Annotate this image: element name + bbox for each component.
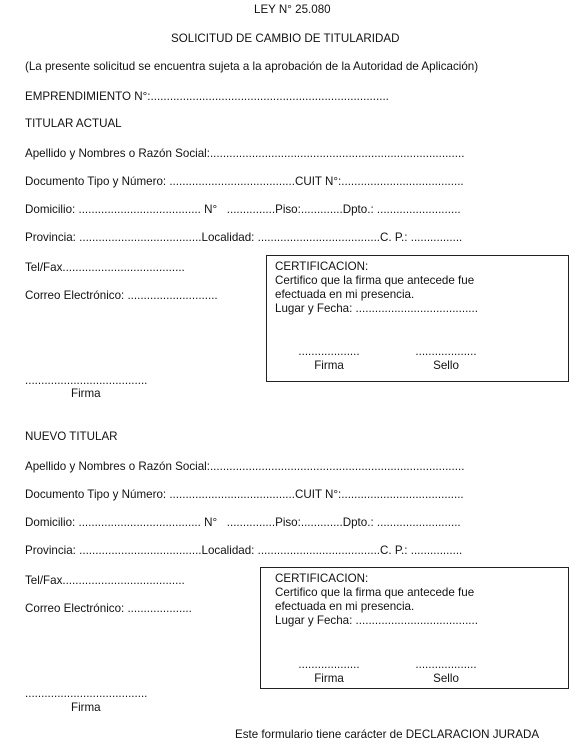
signature-label-nuevo: Firma [71,701,101,714]
field-nombre-actual: Apellido y Nombres o Razón Social:............................................................................... [25,147,465,160]
field-nombre-nuevo: Apellido y Nombres o Razón Social:............................................................................... [25,460,465,473]
cert-lugar-fecha: Lugar y Fecha: ...................................... [275,614,478,627]
law-number: LEY N° 25.080 [254,3,331,16]
cert-firma-label: Firma [314,359,344,372]
emprendimiento-field: EMPRENDIMIENTO N°:.......................................................................... [25,90,389,103]
field-telfax-nuevo: Tel/Fax...................................... [25,574,185,587]
field-documento-actual: Documento Tipo y Número: .......................................CUIT N°:...................................... [25,175,464,188]
cert-title: CERTIFICACION: [275,572,369,585]
form-title: SOLICITUD DE CAMBIO DE TITULARIDAD [171,32,400,45]
cert-title: CERTIFICACION: [275,260,369,273]
signature-line-actual: ...................................... [25,374,148,387]
signature-line-nuevo: ...................................... [25,687,148,700]
field-provincia-nuevo: Provincia: ......................................Localidad: ......................................C. P.: ................ [25,544,463,557]
cert-text-line2: efectuada en mi presencia. [275,288,415,301]
approval-note: (La presente solicitud se encuentra sujeta a la aprobación de la Autoridad de Aplicación) [25,60,479,73]
field-correo-actual: Correo Electrónico: ............................ [25,289,218,302]
cert-text-line2: efectuada en mi presencia. [275,600,415,613]
section-heading-nuevo-titular: NUEVO TITULAR [25,430,118,443]
field-correo-nuevo: Correo Electrónico: .................... [25,602,192,615]
cert-firma-label: Firma [314,672,344,685]
section-heading-titular-actual: TITULAR ACTUAL [25,117,122,130]
cert-firma-line: ................... [298,658,360,671]
signature-label-actual: Firma [71,387,101,400]
cert-sello-line: ................... [415,345,477,358]
cert-sello-label: Sello [433,672,459,685]
sworn-declaration-footer: Este formulario tiene carácter de DECLARACION JURADA [235,728,540,741]
cert-text-line1: Certifico que la firma que antecede fue [275,586,475,599]
field-telfax-actual: Tel/Fax...................................... [25,261,185,274]
field-provincia-actual: Provincia: ......................................Localidad: ......................................C. P.: ................ [25,231,463,244]
field-domicilio-actual: Domicilio: ...................................... N° ...............Piso:.............Dpto.: .......................... [25,203,461,216]
field-documento-nuevo: Documento Tipo y Número: .......................................CUIT N°:...................................... [25,488,464,501]
cert-sello-label: Sello [433,359,459,372]
cert-text-line1: Certifico que la firma que antecede fue [275,274,475,287]
field-domicilio-nuevo: Domicilio: ...................................... N° ...............Piso:.............Dpto.: .......................... [25,516,461,529]
cert-firma-line: ................... [298,345,360,358]
certification-box-nuevo [260,567,569,689]
cert-sello-line: ................... [415,658,477,671]
certification-box-actual [266,255,569,382]
cert-lugar-fecha: Lugar y Fecha: ...................................... [275,302,478,315]
